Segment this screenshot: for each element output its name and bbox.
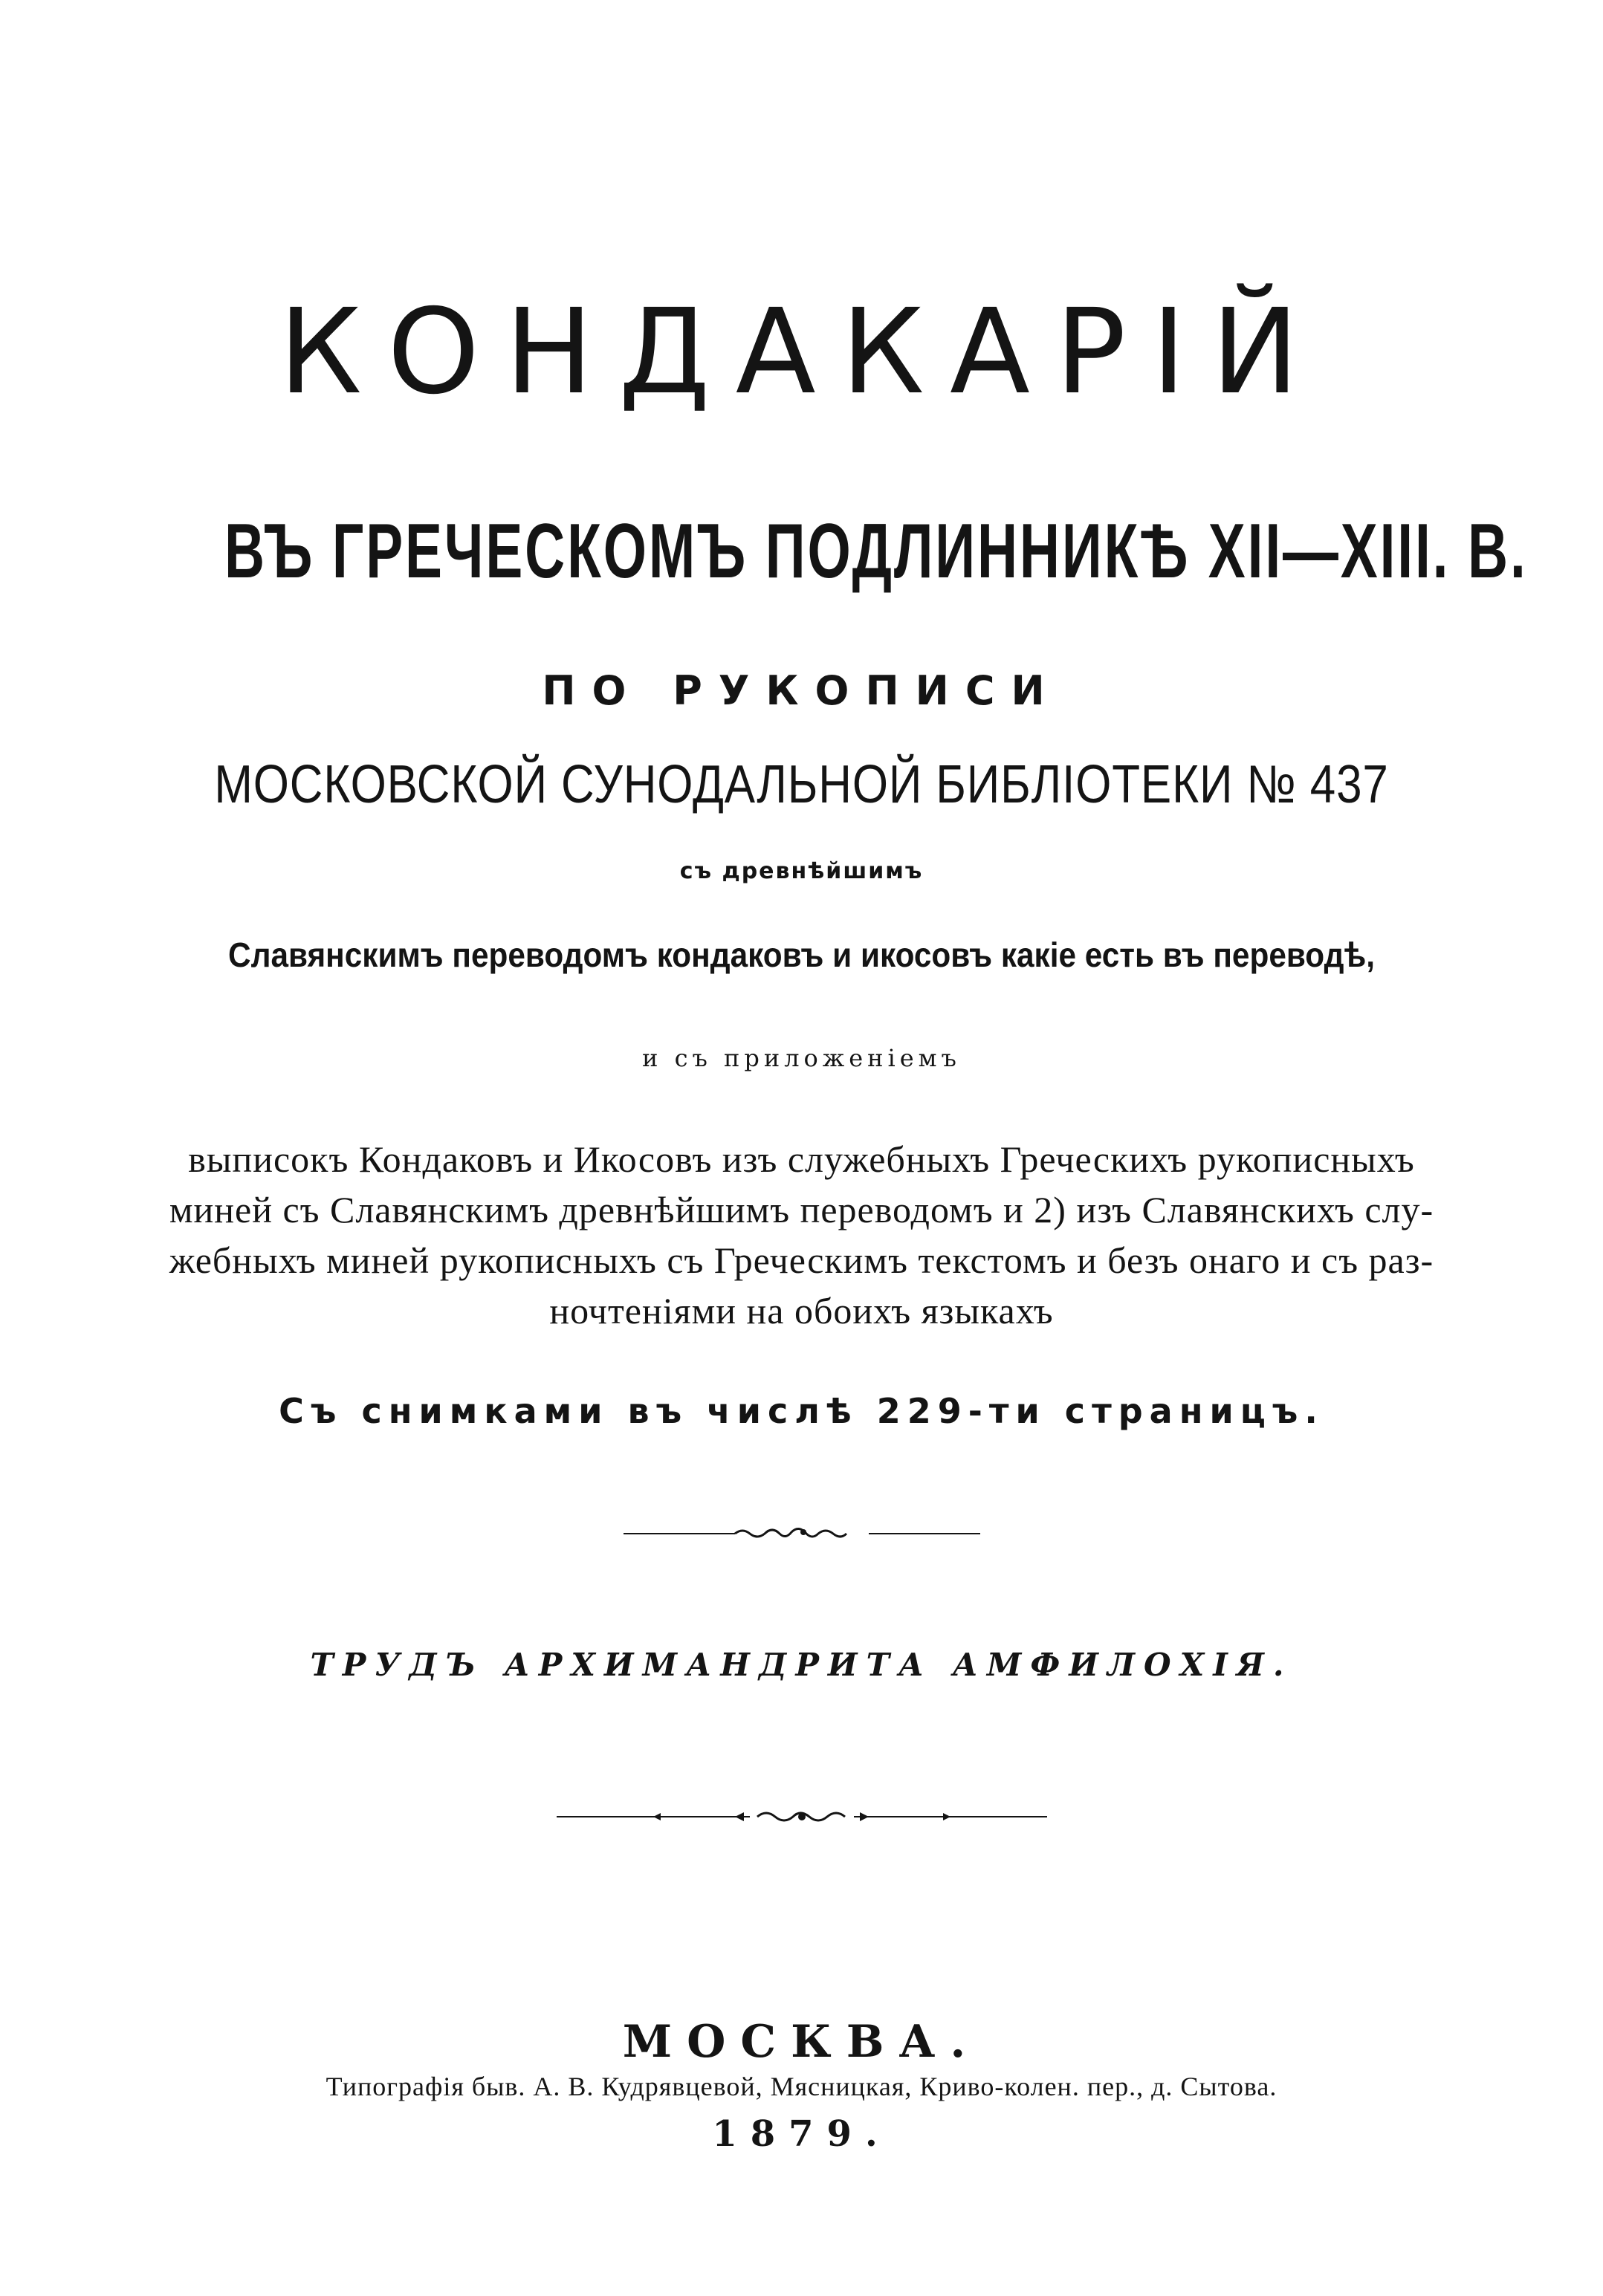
snapshots-line: Съ снимками въ числѣ 229-ти страницъ. [279, 1391, 1324, 1431]
with-ancient-line: съ древнѣйшимъ [679, 858, 924, 884]
description-line: миней съ Славянскимъ древнѣйшимъ переводомъ и 2) изъ Славянскихъ слу- [169, 1189, 1434, 1230]
description-line: ночтеніями на обоихъ языкахъ [549, 1290, 1054, 1332]
book-title: КОНДАКАРІЙ [278, 284, 1325, 421]
by-manuscript-line: ПО РУКОПИСИ [542, 667, 1061, 714]
author-line: ТРУДЪ АРХИМАНДРИТА АМФИЛОХІЯ. [310, 1647, 1293, 1683]
ornament-divider-bottom [0, 1808, 1603, 1826]
slavonic-translation-line: Славянскимъ переводомъ кондаковъ и икосовъ какіе есть въ переводѣ, [228, 935, 1375, 974]
library-line: МОСКОВСКОЙ СУНОДАЛЬНОЙ БИБЛІОТЕКИ № 437 [214, 755, 1389, 814]
appendix-line: и съ приложеніемъ [642, 1044, 961, 1072]
printer-line: Типографія быв. А. В. Кудрявцевой, Мясницкая, Криво-колен. пер., д. Сытова. [326, 2072, 1277, 2101]
flourish-icon [557, 1808, 1047, 1826]
book-subtitle: ВЪ ГРЕЧЕСКОМЪ ПОДЛИННИКѢ XII—XIII. В. [224, 508, 1528, 594]
city-line: МОСКВА. [622, 2016, 981, 2068]
description-line: выписокъ Кондаковъ и Икосовъ изъ служебныхъ Греческихъ рукописныхъ [188, 1138, 1415, 1180]
ornament-divider-top [0, 1525, 1603, 1543]
year-line: 1879. [712, 2113, 891, 2155]
flourish-icon [624, 1525, 980, 1543]
description-line: жебныхъ миней рукописныхъ съ Греческимъ текстомъ и безъ онаго и съ раз- [169, 1239, 1434, 1281]
